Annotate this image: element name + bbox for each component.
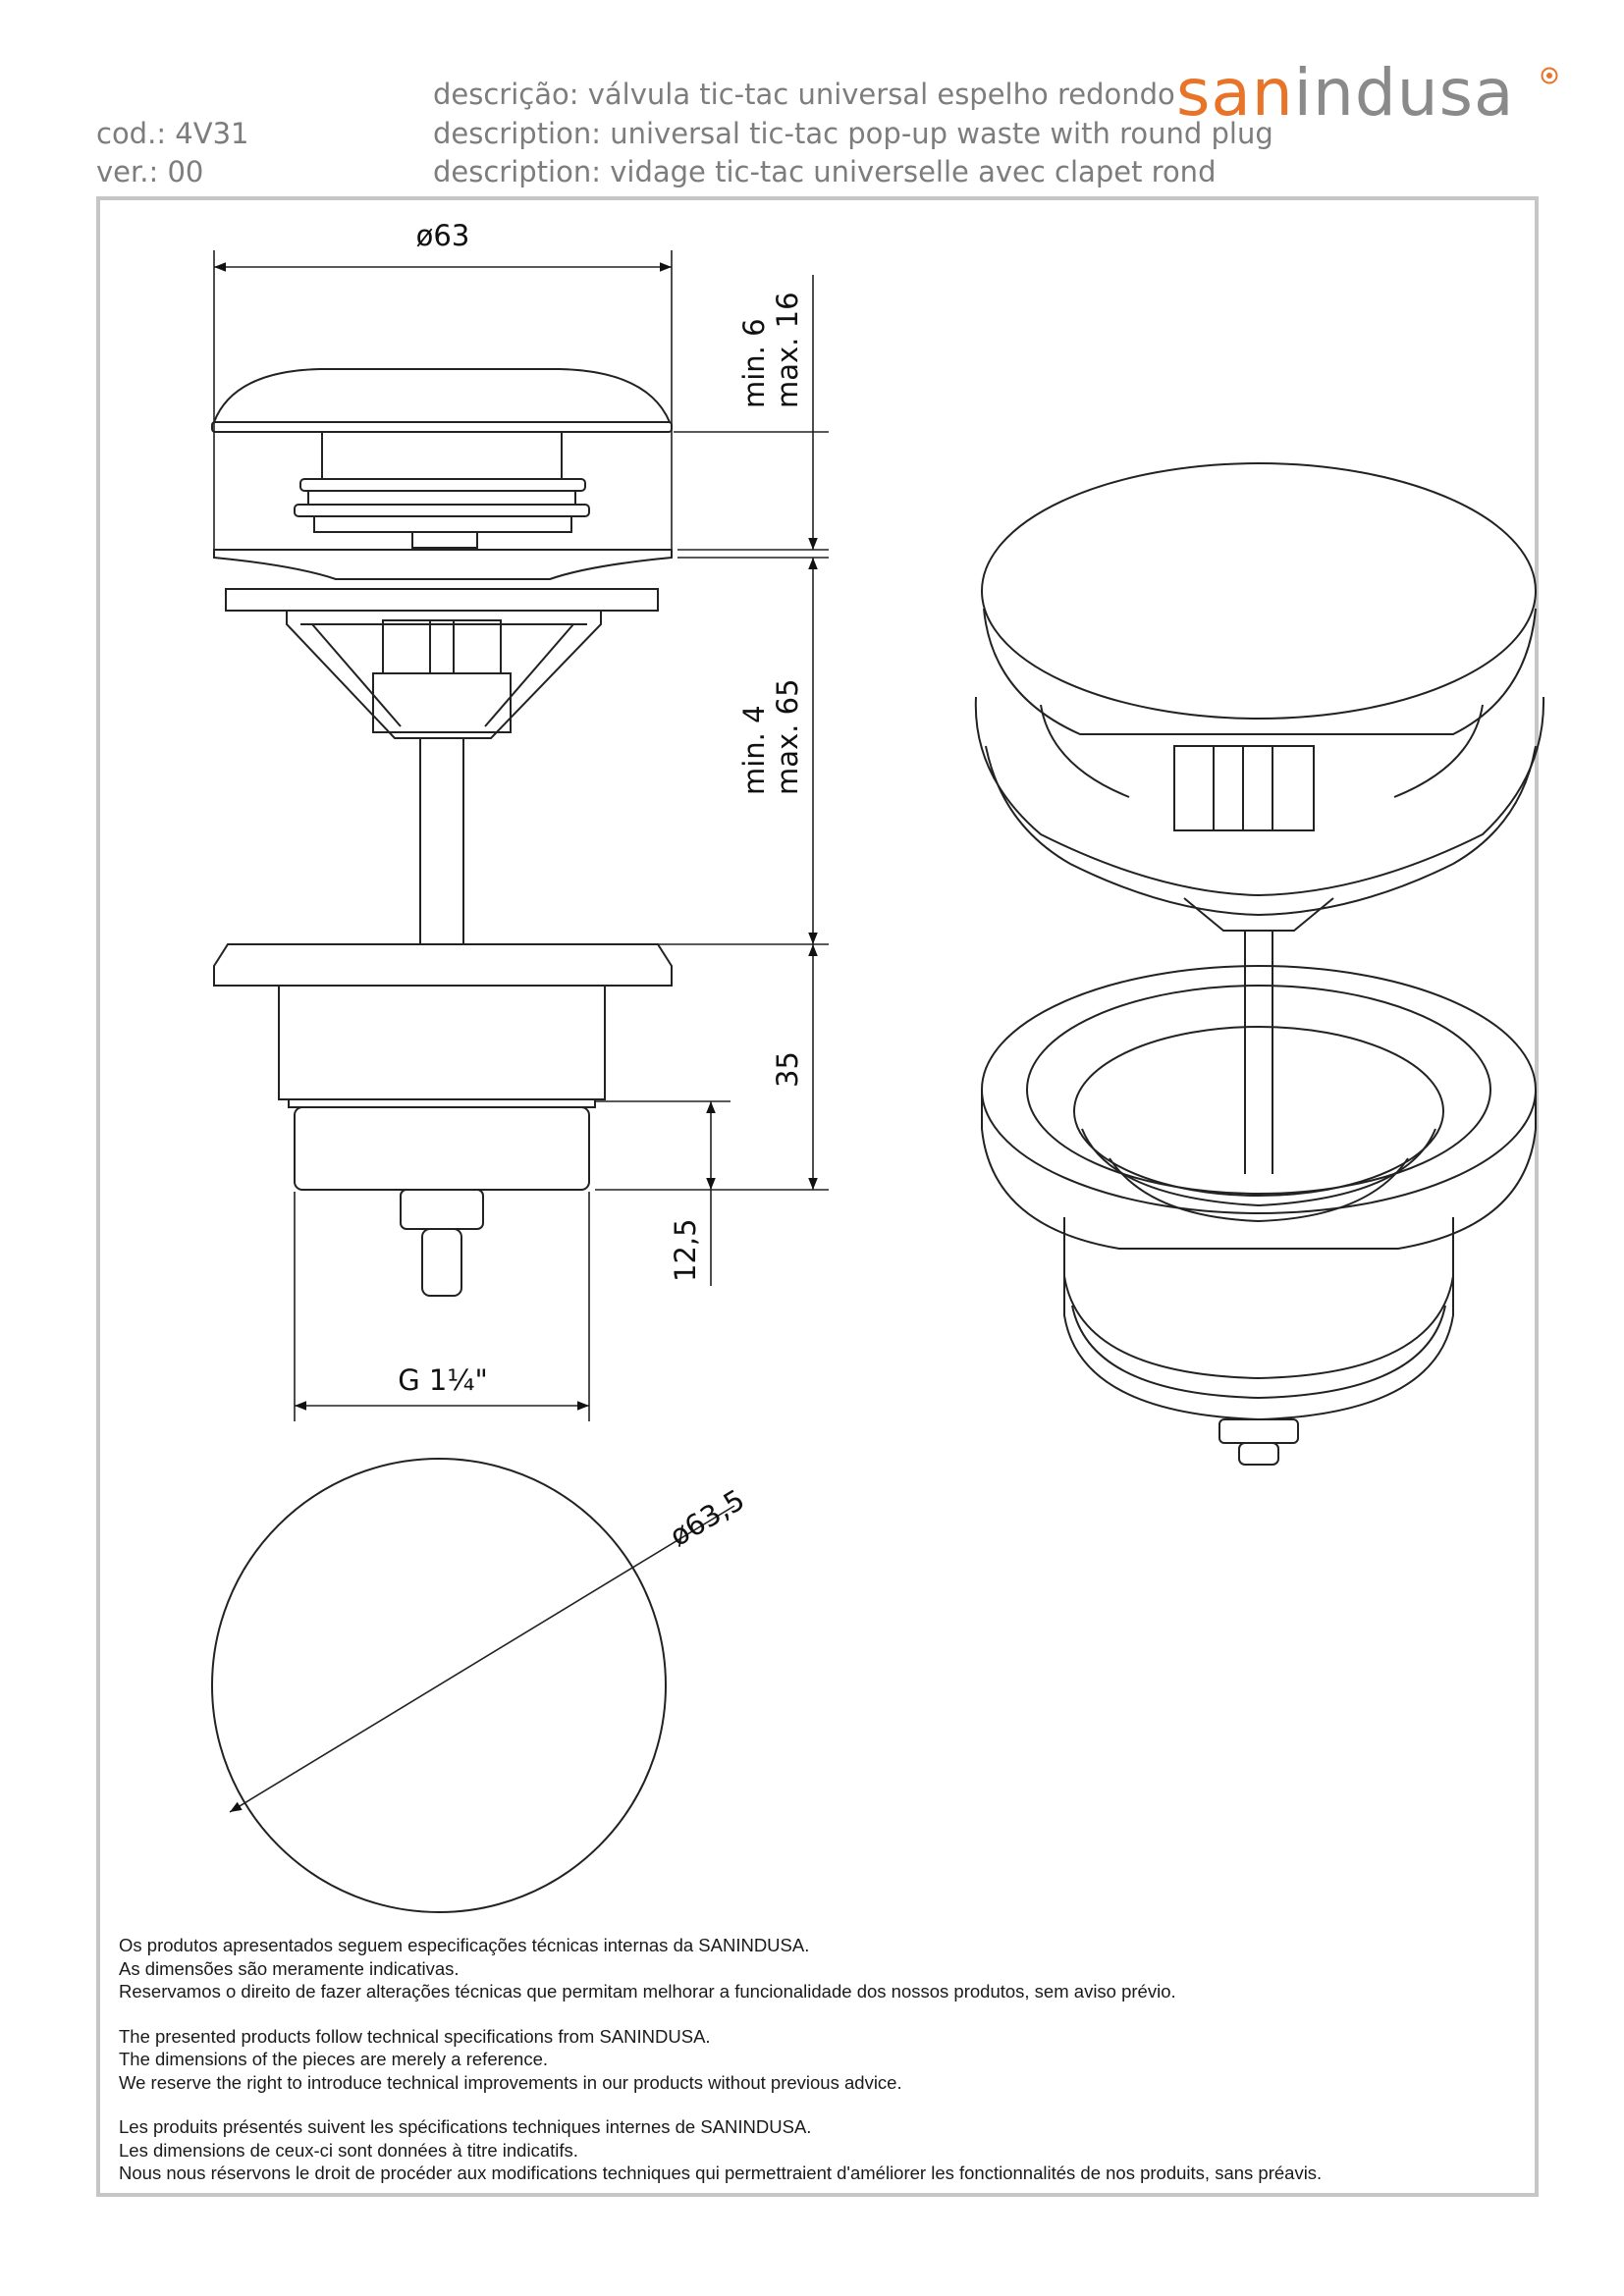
dim-thickness-max: max. 65	[771, 678, 804, 795]
note-line: As dimensões são meramente indicativas.	[119, 1957, 460, 1979]
description-en: description: universal tic-tac pop-up waste with round plug	[433, 117, 1273, 150]
logo-accent-text: san	[1176, 55, 1294, 131]
bottom-pin	[401, 1190, 483, 1229]
dim-thread: G 1¼"	[398, 1363, 488, 1397]
plug-cap	[214, 369, 670, 422]
dim-body-height: 35	[771, 1051, 804, 1088]
thread-spigot	[295, 1107, 589, 1190]
isometric-view	[976, 463, 1543, 1465]
notes-fr	[119, 2115, 1513, 2185]
version: ver.: 00	[96, 155, 204, 188]
washer	[226, 589, 658, 611]
dim-spigot: 12,5	[669, 1218, 702, 1282]
logo-main-text: indusa	[1293, 55, 1515, 131]
plan-view	[212, 1459, 734, 1912]
note-line: Les dimensions de ceux-ci sont données à titre indicatifs.	[119, 2139, 578, 2161]
body-sleeve	[279, 986, 605, 1099]
lower-flange	[214, 944, 672, 986]
notes-en	[119, 2025, 1513, 2095]
note-line: The presented products follow technical specifications from SANINDUSA.	[119, 2025, 711, 2047]
dimension-lines	[214, 250, 829, 1421]
dim-adjust-max: max. 16	[771, 292, 804, 408]
iso-plug-top	[982, 463, 1536, 719]
upper-flange	[214, 550, 672, 579]
product-code: cod.: 4V31	[96, 117, 249, 150]
dim-thickness-min: min. 4	[737, 705, 771, 795]
dim-plug-diameter: ø63	[415, 219, 470, 252]
side-view	[212, 369, 672, 1296]
notes-pt	[119, 1934, 1513, 2003]
note-line: The dimensions of the pieces are merely a reference.	[119, 2049, 549, 2069]
disclaimer-notes	[119, 1934, 1513, 2207]
iso-lower-rim	[982, 966, 1536, 1213]
description-pt: descrição: válvula tic-tac universal espelho redondo	[433, 78, 1175, 111]
note-line: Nous nous réservons le droit de procéder aux modifications techniques qui permettraient d'améliorer les fonctionnalités de nos produits, sans préavis.	[119, 2163, 1323, 2183]
stem	[420, 738, 463, 944]
note-line: Os produtos apresentados seguem especificações técnicas internas da SANINDUSA.	[119, 1935, 810, 1955]
note-line: We reserve the right to introduce technical improvements in our products without previous advice.	[119, 2071, 902, 2093]
note-line: Les produits présentés suivent les spécifications techniques internes de SANINDUSA.	[119, 2116, 812, 2137]
iso-body-sleeve	[1064, 1217, 1453, 1419]
description-fr: description: vidage tic-tac universelle avec clapet rond	[433, 155, 1217, 188]
note-line: Reservamos o direito de fazer alterações técnicas que permitam melhorar a funcionalidade dos nossos produtos, sem aviso prévio.	[119, 1981, 1176, 2002]
dim-adjust-min: min. 6	[737, 318, 771, 408]
dim-plan-diameter: ø63,5	[664, 1482, 751, 1554]
